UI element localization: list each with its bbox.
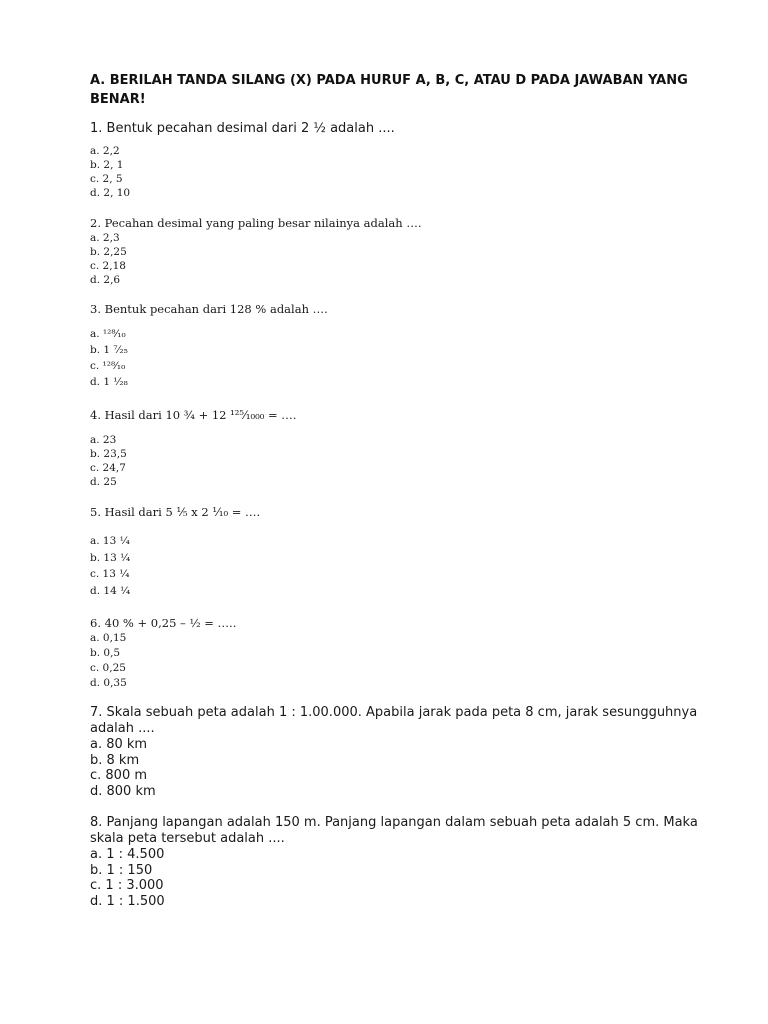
option-c: c. 0,25 xyxy=(90,662,126,674)
question-text: 4. Hasil dari 10 ¾ + 12 ¹²⁵⁄₁₀₀₀ = …. xyxy=(90,408,297,422)
option-b: b. 1 : 150 xyxy=(90,862,153,878)
option-list xyxy=(90,144,395,200)
option-list xyxy=(90,326,328,390)
question-text: 7. Skala sebuah peta adalah 1 : 1.00.000. Apabila jarak pada peta 8 cm, jarak sesungguhnya adalah .... xyxy=(90,705,698,736)
question-7 xyxy=(90,705,700,800)
question-6 xyxy=(90,616,236,691)
option-c: c. 13 ¹⁄₄ xyxy=(90,568,130,580)
instruction-heading: A. BERILAH TANDA SILANG (X) PADA HURUF A, B, C, ATAU D PADA JAWABAN YANG BENAR! xyxy=(90,73,688,107)
option-list xyxy=(90,737,700,800)
option-list xyxy=(90,533,260,599)
option-list xyxy=(90,847,700,910)
option-a: a. 1 : 4.500 xyxy=(90,847,165,862)
question-8 xyxy=(90,815,700,910)
option-b: b. 2,25 xyxy=(90,246,127,258)
option-d: d. 1 ¹⁄₂₈ xyxy=(90,376,128,388)
option-c: c. 2, 5 xyxy=(90,173,123,185)
question-4 xyxy=(90,408,296,489)
question-1 xyxy=(90,120,395,200)
option-c: c. ¹²⁸⁄₁₀ xyxy=(90,360,126,372)
question-text: 8. Panjang lapangan adalah 150 m. Panjang lapangan dalam sebuah peta adalah 5 cm. Maka skala peta tersebut adalah .... xyxy=(90,815,698,846)
question-text: 3. Bentuk pecahan dari 128 % adalah …. xyxy=(90,302,328,316)
question-text: 5. Hasil dari 5 ¹⁄₅ x 2 ¹⁄₁₀ = …. xyxy=(90,505,261,519)
option-c: c. 800 m xyxy=(90,768,148,784)
option-a: a. 23 xyxy=(90,434,117,446)
option-c: c. 24,7 xyxy=(90,462,126,474)
option-list xyxy=(90,231,422,287)
option-d: d. 25 xyxy=(90,476,117,488)
option-d: d. 1 : 1.500 xyxy=(90,894,165,910)
option-b: b. 23,5 xyxy=(90,448,127,460)
option-d: d. 0,35 xyxy=(90,677,127,689)
option-a: a. 2,2 xyxy=(90,145,120,157)
option-b: b. 1 ⁷⁄₂₅ xyxy=(90,344,128,356)
option-c: c. 1 : 3.000 xyxy=(90,878,164,894)
option-b: b. 0,5 xyxy=(90,647,121,659)
option-a: a. ¹²⁸⁄₁₀ xyxy=(90,328,126,340)
option-b: b. 8 km xyxy=(90,752,140,768)
option-d: d. 2,6 xyxy=(90,274,121,286)
question-5 xyxy=(90,505,260,599)
question-3 xyxy=(90,302,328,390)
option-list xyxy=(90,433,296,489)
option-a: a. 2,3 xyxy=(90,232,120,244)
option-d: d. 14 ¹⁄₄ xyxy=(90,584,131,597)
option-b: b. 13 ¹⁄₄ xyxy=(90,551,131,564)
option-list xyxy=(90,631,236,691)
question-2 xyxy=(90,216,422,287)
option-c: c. 2,18 xyxy=(90,260,126,272)
option-a: a. 0,15 xyxy=(90,632,127,644)
option-b: b. 2, 1 xyxy=(90,159,124,171)
option-a: a. 80 km xyxy=(90,737,148,752)
option-d: d. 2, 10 xyxy=(90,187,131,199)
question-text: 6. 40 % + 0,25 – ½ = ….. xyxy=(90,616,237,630)
option-a: a. 13 ¹⁄₄ xyxy=(90,535,130,547)
option-d: d. 800 km xyxy=(90,784,156,800)
question-text: 1. Bentuk pecahan desimal dari 2 ½ adalah .... xyxy=(90,121,395,136)
question-text: 2. Pecahan desimal yang paling besar nilainya adalah …. xyxy=(90,216,422,230)
